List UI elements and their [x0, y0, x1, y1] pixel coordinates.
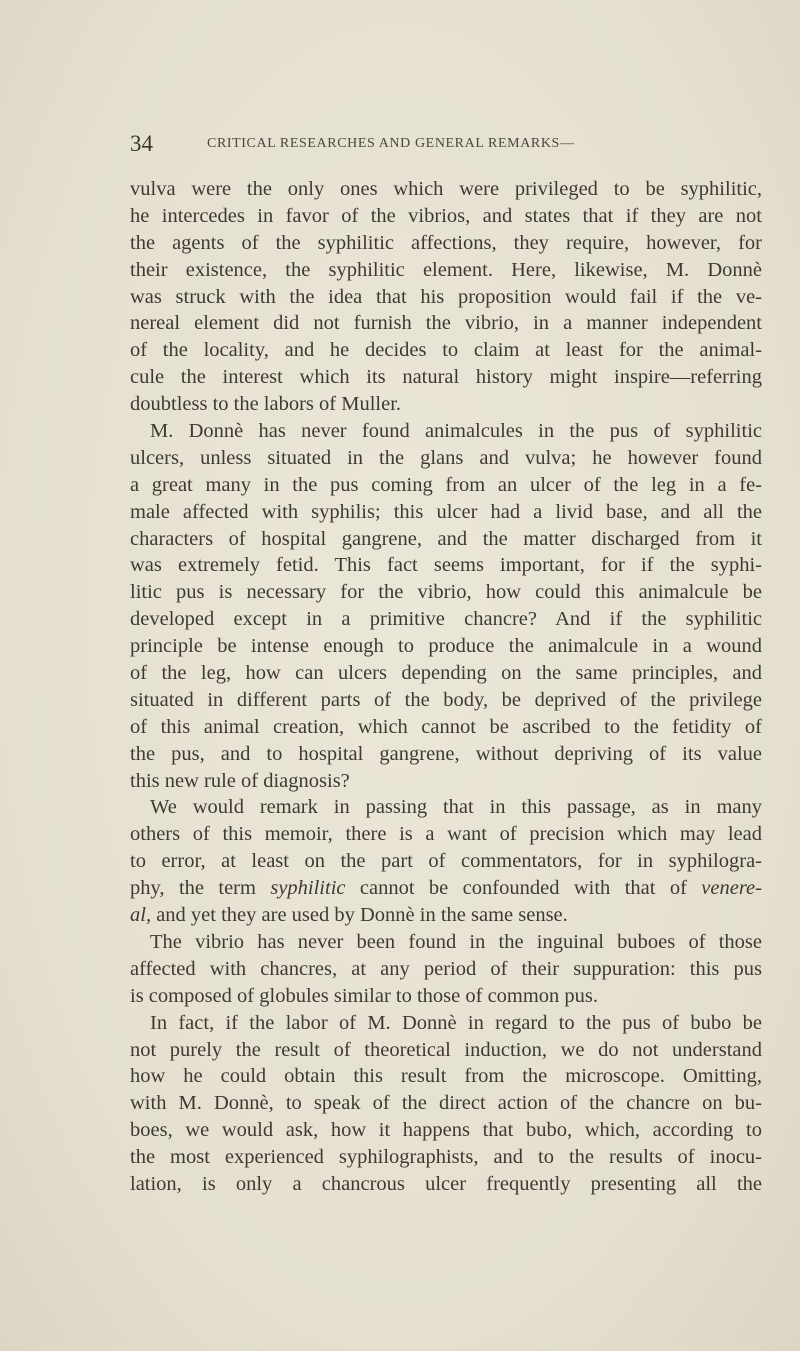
text-line: the agents of the syphilitic affections, they require, however, for — [130, 231, 762, 254]
text-line: affected with chancres, at any period of their suppuration: this pus — [130, 957, 762, 980]
italic-term: venere- — [701, 877, 762, 900]
text-line: he intercedes in favor of the vibrios, and states that if they are not — [130, 204, 762, 227]
text-line: characters of hospital gangrene, and the matter discharged from it — [130, 527, 762, 550]
text-line: We would remark in passing that in this passage, as in many — [150, 796, 762, 819]
text-segment: phy, the term — [130, 877, 271, 900]
text-line: a great many in the pus coming from an ulcer of the leg in a fe- — [130, 473, 762, 496]
text-line — [130, 875, 762, 902]
text-line: to error, at least on the part of commentators, for in syphilogra- — [130, 850, 762, 873]
text-segment: cannot be confounded with that of — [345, 877, 702, 900]
text-line: situated in different parts of the body, be deprived of the privilege — [130, 688, 762, 711]
text-line: principle be intense enough to produce the animalcule in a wound — [130, 635, 762, 658]
text-line: developed except in a primitive chancre? And if the syphilitic — [130, 608, 762, 631]
text-line: ulcers, unless situated in the glans and vulva; he however found — [130, 446, 762, 469]
text-line: was extremely fetid. This fact seems important, for if the syphi- — [130, 554, 762, 577]
text-line: not purely the result of theoretical induction, we do not understand — [130, 1038, 762, 1061]
text-line: was struck with the idea that his proposition would fail if the ve- — [130, 285, 762, 308]
text-segment: and yet they are used by Donnè in the same sense. — [151, 904, 568, 927]
body-text — [130, 176, 762, 1198]
text-line: male affected with syphilis; this ulcer had a livid base, and all the — [130, 500, 762, 523]
text-line: how he could obtain this result from the microscope. Omitting, — [130, 1065, 762, 1088]
text-line: cule the interest which its natural history might inspire—referring — [130, 366, 762, 389]
page-number: 34 — [130, 131, 153, 156]
text-line: the most experienced syphilographists, and to the results of inocu- — [130, 1146, 762, 1169]
text-line: boes, we would ask, how it happens that bubo, which, according to — [130, 1119, 762, 1142]
text-line — [130, 902, 762, 929]
italic-term: al, — [130, 904, 152, 927]
text-line: of the leg, how can ulcers depending on the same principles, and — [130, 662, 762, 685]
text-line: vulva were the only ones which were privileged to be syphilitic, — [130, 178, 762, 200]
text-line: nereal element did not furnish the vibrio, in a manner independent — [130, 312, 762, 335]
text-line: others of this memoir, there is a want of precision which may lead — [130, 823, 762, 846]
text-line: lation, is only a chancrous ulcer frequently presenting all the — [130, 1172, 762, 1195]
text-line: with M. Donnè, to speak of the direct action of the chancre on bu- — [130, 1092, 762, 1115]
text-line: In fact, if the labor of M. Donnè in regard to the pus of bubo be — [150, 1011, 762, 1034]
italic-term: syphilitic — [270, 877, 346, 900]
text-line: of the locality, and he decides to claim at least for the animal- — [130, 339, 762, 362]
page-header — [130, 131, 730, 159]
text-line: The vibrio has never been found in the inguinal buboes of those — [150, 930, 762, 953]
text-line: is composed of globules similar to those of common pus. — [130, 984, 599, 1007]
text-line: this new rule of diagnosis? — [130, 769, 350, 792]
text-line: litic pus is necessary for the vibrio, how could this animalcule be — [130, 581, 762, 604]
running-title: CRITICAL RESEARCHES AND GENERAL REMARKS— — [207, 136, 575, 151]
text-line: M. Donnè has never found animalcules in the pus of syphilitic — [150, 420, 762, 443]
text-line: the pus, and to hospital gangrene, without depriving of its value — [130, 742, 762, 765]
text-line: their existence, the syphilitic element. Here, likewise, M. Donnè — [130, 258, 762, 281]
text-line: doubtless to the labors of Muller. — [130, 393, 402, 416]
text-line: of this animal creation, which cannot be ascribed to the fetidity of — [130, 715, 762, 738]
